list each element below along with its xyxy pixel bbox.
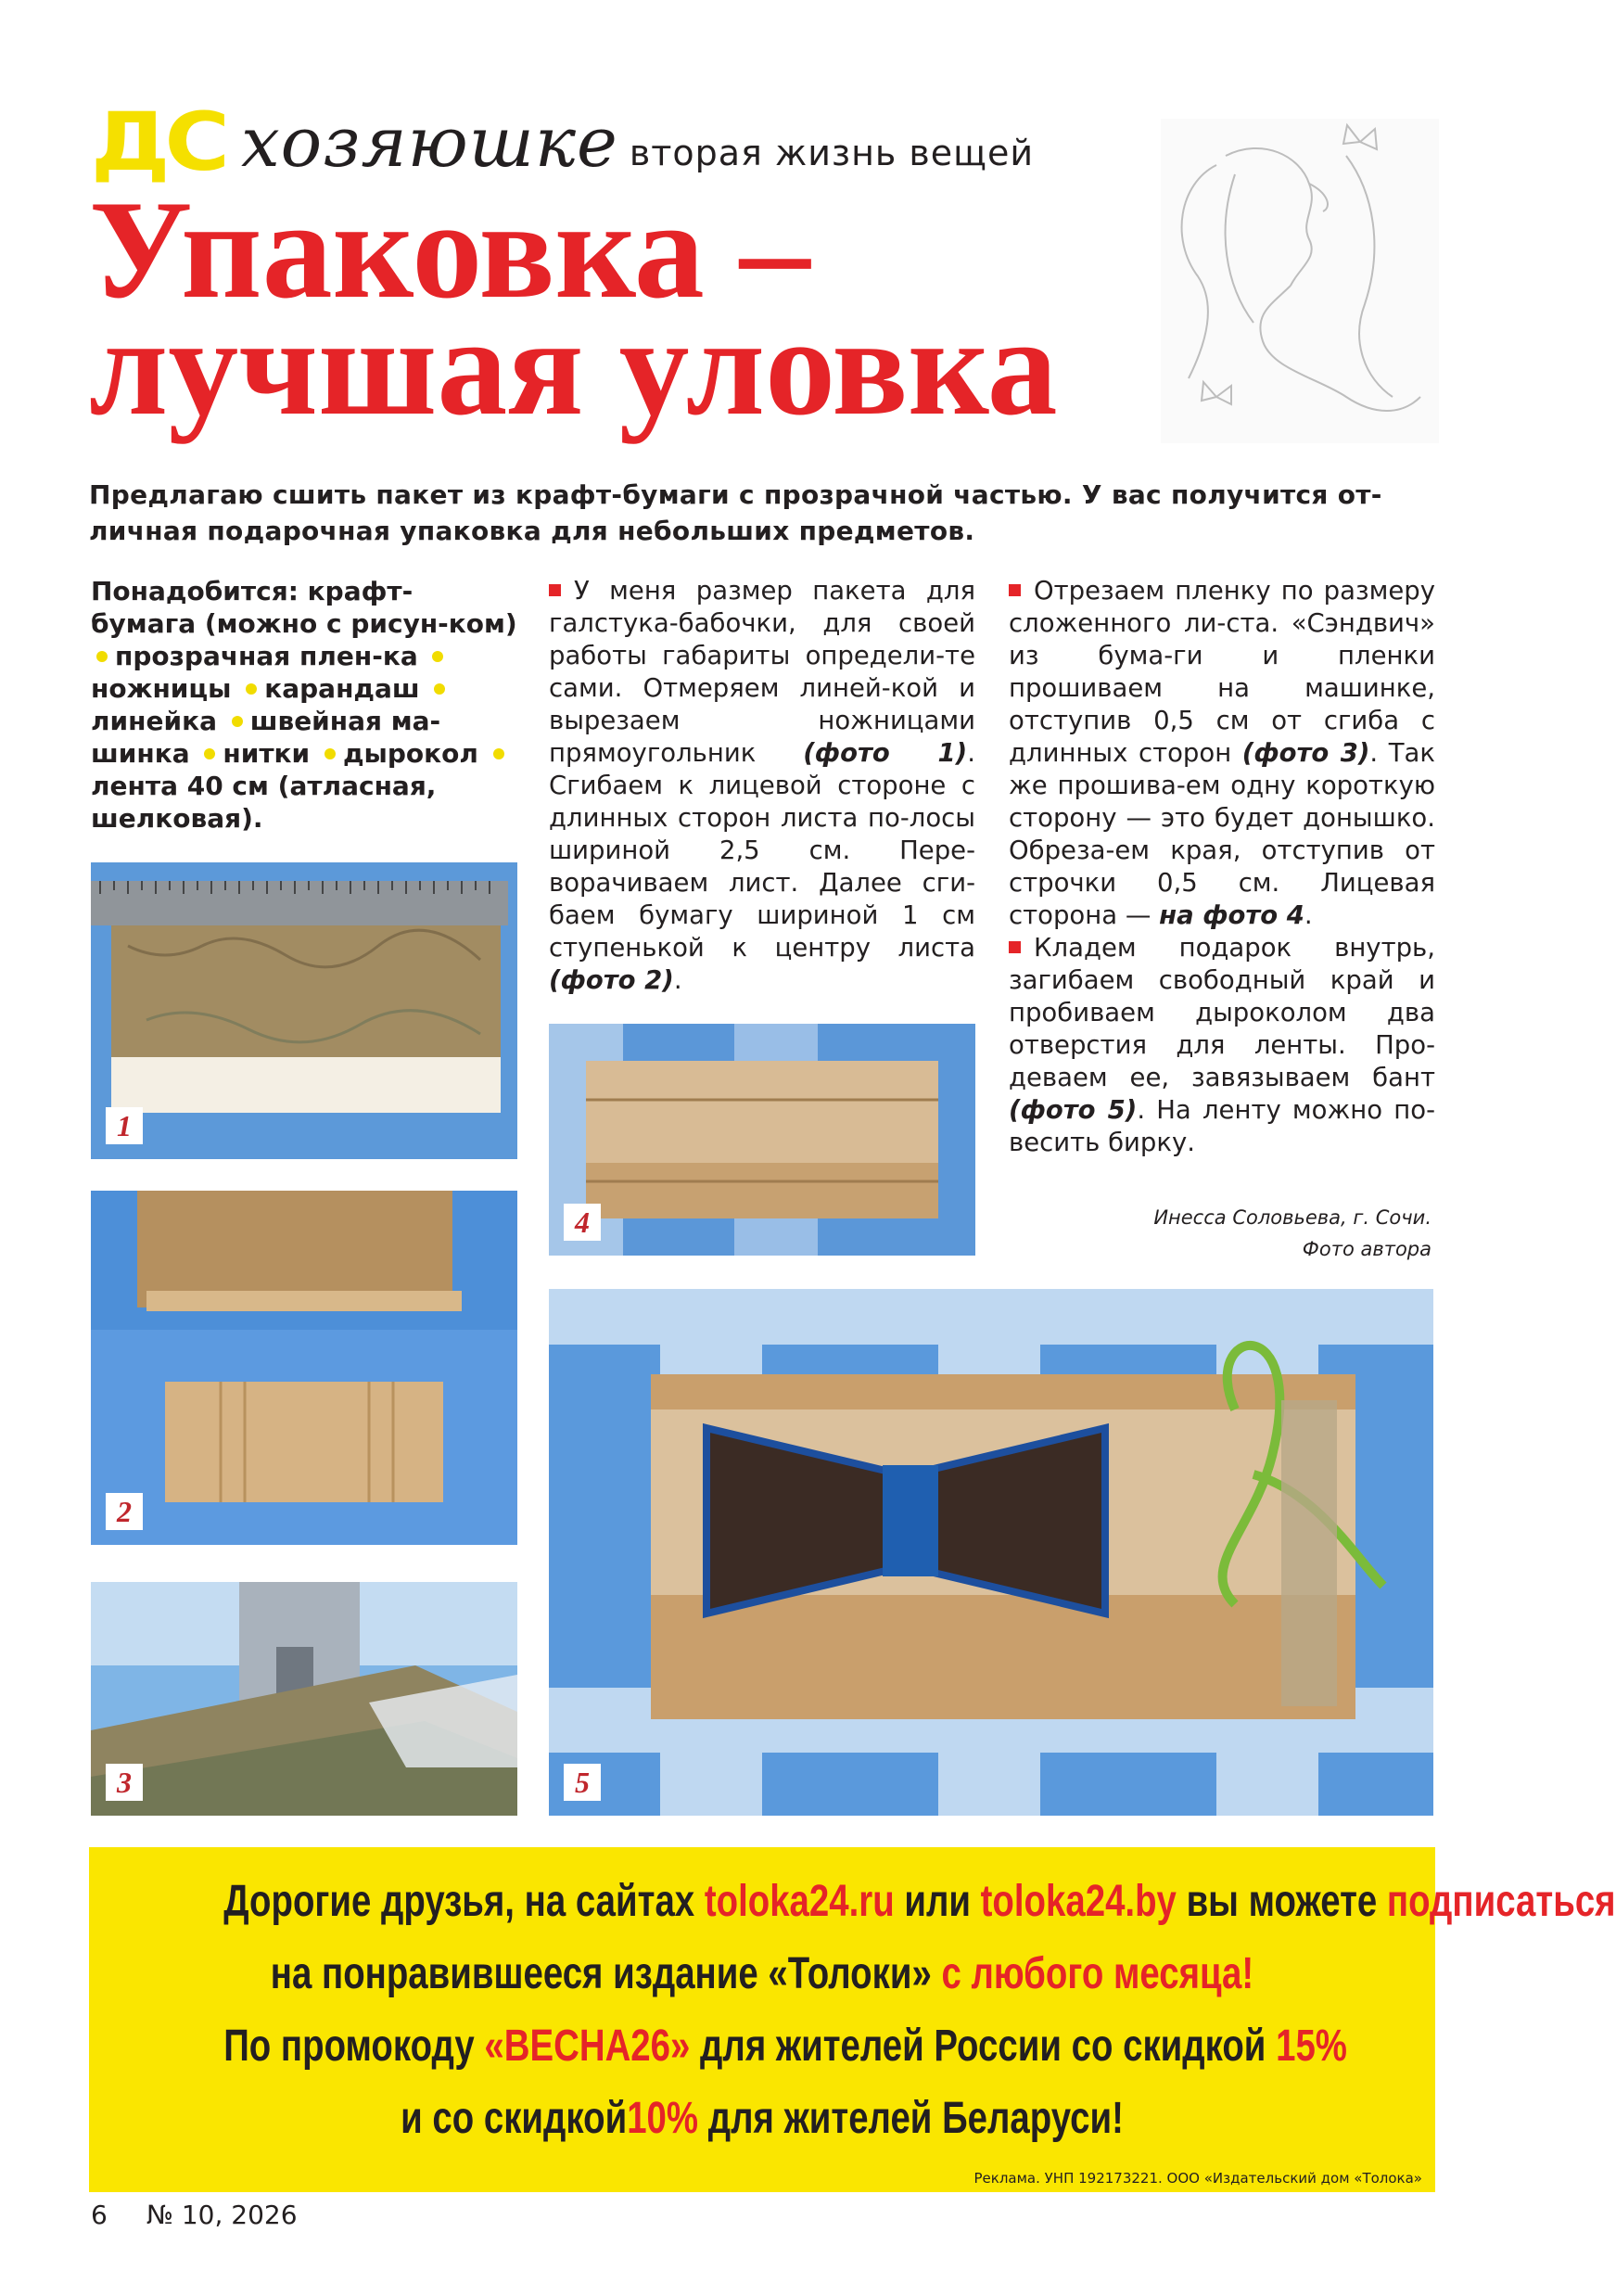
decorative-illustration — [1161, 119, 1439, 443]
photo-ref: на фото 4 — [1159, 900, 1304, 930]
rubric-header — [91, 96, 1035, 189]
photo-5 — [549, 1289, 1433, 1816]
ad-line-4 — [223, 2083, 1301, 2155]
material-item: швейная ма-шинка — [91, 706, 441, 769]
site-link-by[interactable]: toloka24.by — [980, 1877, 1177, 1926]
photo-3 — [91, 1582, 517, 1816]
article-title — [89, 172, 1127, 444]
site-link-ru[interactable]: toloka24.ru — [704, 1877, 895, 1926]
step-paragraph — [1009, 932, 1435, 1159]
step-text: Кладем подарок внутрь, загибаем свободный край и пробиваем дыроколом два отверстия для ленты. Про-деваем ее, завязываем бант — [1009, 933, 1435, 1092]
rubric-logo: ДС — [91, 96, 224, 189]
promo-code: «ВЕСНА26» — [484, 2022, 691, 2071]
ad-highlight: 15% — [1276, 2022, 1347, 2071]
photo-4-image — [549, 1024, 975, 1256]
bullet-dot-icon — [432, 651, 443, 662]
photo-number: 3 — [106, 1764, 143, 1801]
red-square-bullet-icon — [1009, 584, 1021, 596]
page-footer — [91, 2200, 337, 2230]
ad-text-span: на понравившееся издание «Толоки» — [270, 1949, 942, 1998]
photo-number: 1 — [106, 1107, 143, 1144]
photo-3-image — [91, 1582, 517, 1816]
bullet-dot-icon — [96, 651, 108, 662]
photo-ref: (фото 5) — [1009, 1095, 1138, 1125]
ad-text-span: вы можете — [1176, 1877, 1387, 1926]
bullet-dot-icon — [434, 683, 445, 695]
ad-highlight: с любого месяца! — [941, 1949, 1254, 1998]
subscription-ad — [89, 1847, 1616, 2192]
material-item: нитки — [223, 738, 311, 769]
bullet-dot-icon — [246, 683, 257, 695]
photo-2-image — [91, 1191, 517, 1545]
woman-silhouette-icon — [1161, 119, 1439, 443]
step-paragraph — [1009, 575, 1435, 932]
author-credit — [1009, 1202, 1431, 1265]
materials-list — [91, 575, 517, 835]
author-name: Инесса Соловьева, г. Сочи. — [1153, 1206, 1431, 1229]
bullet-dot-icon — [232, 716, 243, 727]
photo-2 — [91, 1191, 517, 1545]
photo-number: 4 — [564, 1204, 601, 1241]
red-square-bullet-icon — [1009, 941, 1021, 953]
rubric-name: хозяюшке — [240, 103, 618, 183]
ad-text-span: для жителей Беларуси! — [698, 2094, 1124, 2143]
bullet-dot-icon — [493, 748, 504, 759]
material-item: линейка — [91, 706, 217, 736]
photo-ref: (фото 2) — [549, 965, 674, 995]
photo-1-image — [91, 862, 517, 1159]
step-text: . Сгибаем к лицевой стороне с длинных сторон листа по-лосы шириной 2,5 см. Пере-ворачиваем лист. Далее сги-баем бумагу шириной 1 см ступенькой к центру листа — [549, 738, 975, 963]
step-text: . — [1304, 900, 1313, 930]
body-column-3 — [1009, 575, 1435, 1159]
ad-text — [223, 1866, 1616, 2155]
red-square-bullet-icon — [549, 584, 561, 596]
ad-text-span: или — [894, 1877, 981, 1926]
ad-text-span: и со скидкой — [401, 2094, 628, 2143]
materials-lead: Понадобится: крафт-бумага (можно с рисун-ком) — [91, 576, 517, 639]
material-item: дырокол — [342, 738, 478, 769]
photo-1 — [91, 862, 517, 1159]
body-column-2 — [549, 575, 975, 997]
title-line-1: Упаковка – — [89, 172, 810, 327]
photo-ref: (фото 1) — [803, 738, 968, 768]
ad-line-3 — [223, 2010, 1347, 2083]
rubric-subtitle: вторая жизнь вещей — [629, 133, 1035, 173]
photo-number: 5 — [564, 1764, 601, 1801]
ad-disclaimer: Реклама. УНП 192173221. ООО «Издательский дом «Толока» — [973, 2170, 1422, 2187]
page-number: 6 — [91, 2200, 108, 2230]
bullet-dot-icon — [324, 748, 336, 759]
step-text: . Так же прошива-ем одну короткую сторону — это будет донышко. Обреза-ем края, отступив от строчки 0,5 см. Лицевая сторона — — [1009, 738, 1435, 930]
step-text: Отрезаем пленку по размеру сложенного ли-ста. «Сэндвич» из бума-ги и пленки прошиваем на машинке, отступив 0,5 см от сгиба с длинных сторон — [1009, 576, 1435, 768]
step-text: . На ленту можно по-весить бирку. — [1009, 1095, 1435, 1157]
material-item: лента 40 см (атласная, шелковая). — [91, 771, 437, 834]
issue-number: № 10, 2026 — [146, 2200, 298, 2230]
photo-credit: Фото автора — [1302, 1238, 1431, 1260]
ad-text-span: Дорогие друзья, на сайтах — [223, 1877, 705, 1926]
step-text: У меня размер пакета для галстука-бабочки, для своей работы габариты определи-те сами. Отмеряем линей-кой и вырезаем ножницами прямоугольник — [549, 576, 975, 768]
material-item: карандаш — [264, 673, 420, 704]
material-item: ножницы — [91, 673, 232, 704]
ad-line-2 — [223, 1938, 1301, 2010]
photo-5-image — [549, 1289, 1433, 1816]
bullet-dot-icon — [204, 748, 215, 759]
title-line-2: лучшая уловка — [89, 288, 1058, 444]
ad-text-span: По промокоду — [223, 2022, 485, 2071]
step-text: . — [673, 965, 682, 995]
ad-highlight: подписаться — [1386, 1877, 1616, 1926]
article-lead: Предлагаю сшить пакет из крафт-бумаги с прозрачной частью. У вас получится от-личная подарочная упаковка для небольших предметов. — [89, 479, 1382, 546]
material-item: прозрачная плен-ка — [115, 641, 418, 671]
photo-number: 2 — [106, 1493, 143, 1530]
ad-text-span: для жителей России со скидкой — [690, 2022, 1277, 2071]
ad-line-1 — [223, 1866, 1616, 1938]
photo-ref: (фото 3) — [1241, 738, 1370, 768]
ad-highlight: 10% — [627, 2094, 699, 2143]
photo-4 — [549, 1024, 975, 1256]
